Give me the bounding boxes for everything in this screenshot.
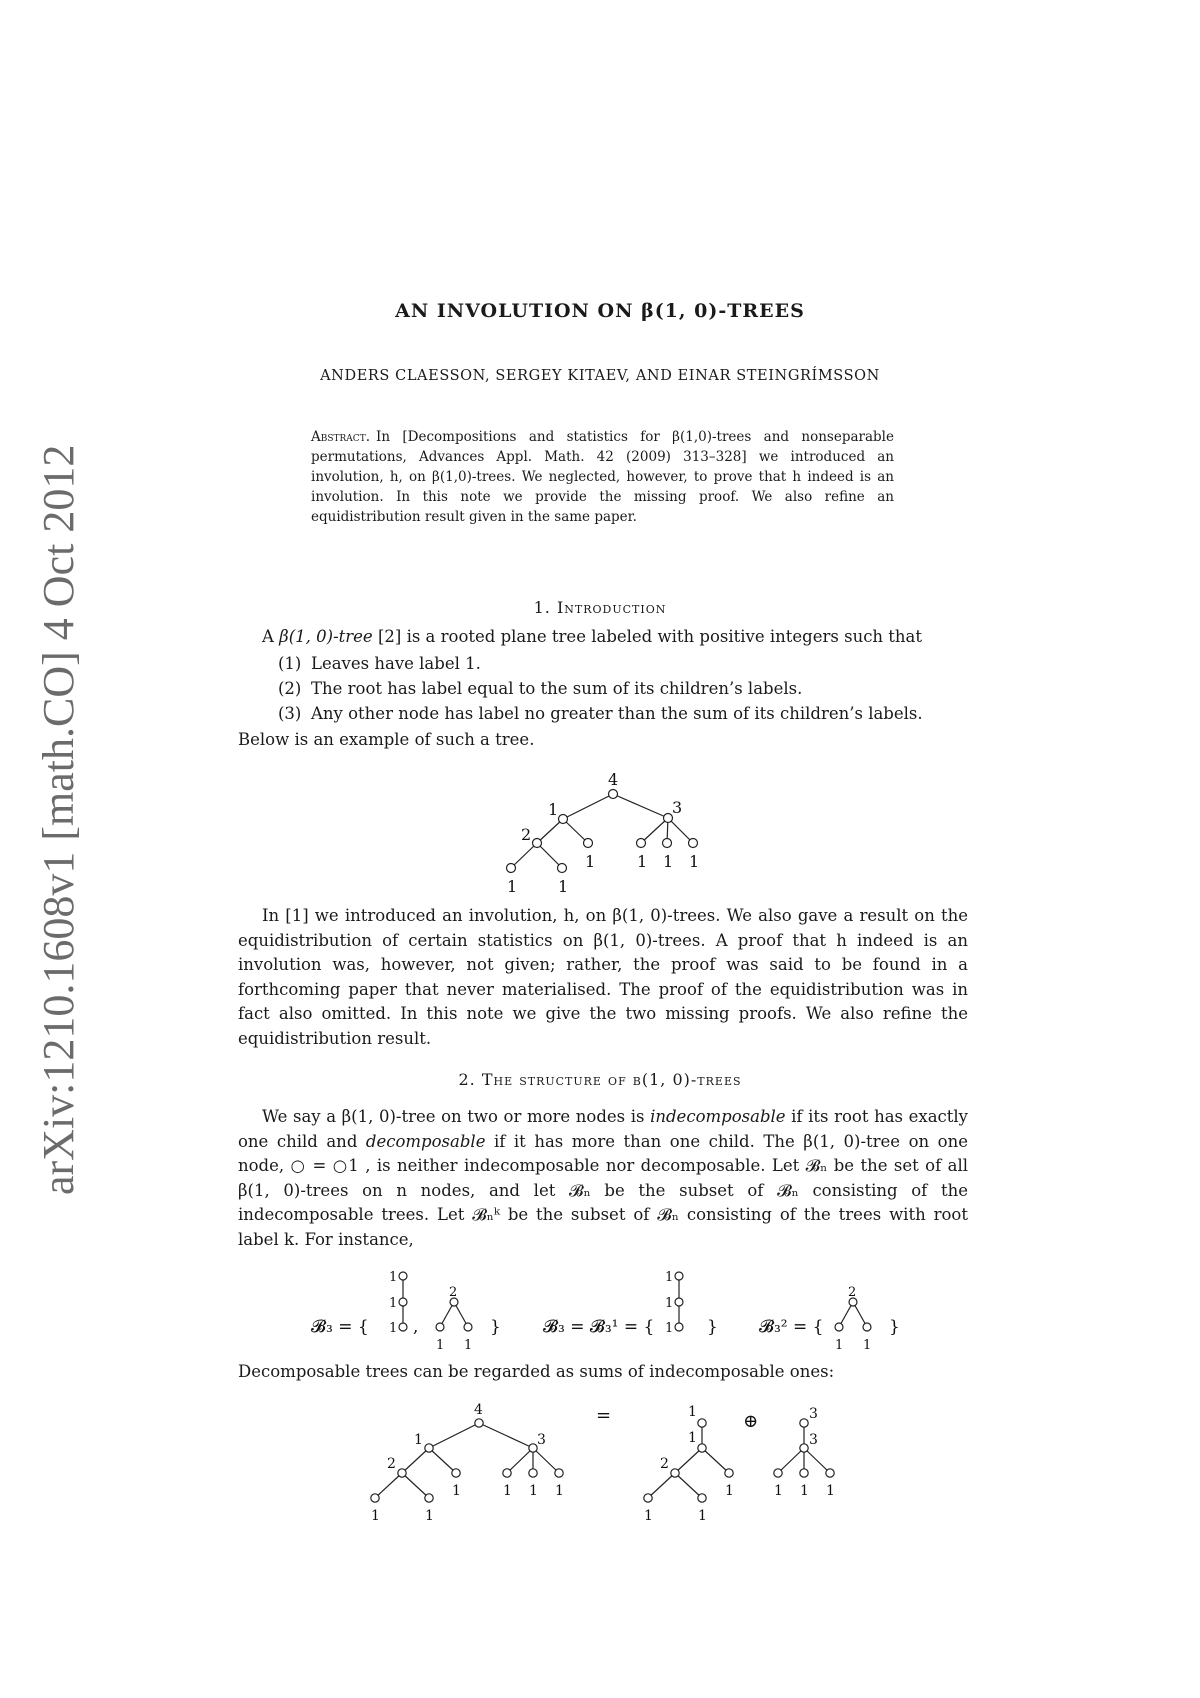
tree-label-leaf: 1 xyxy=(637,852,648,871)
tree-label-leaf: 1 xyxy=(689,852,700,871)
paper-title: AN INVOLUTION ON β(1, 0)-TREES xyxy=(395,300,805,322)
section-heading-structure: 2. The structure of β(1, 0)-trees xyxy=(458,1070,742,1089)
node-label: 1 xyxy=(644,1508,653,1524)
node-label: 1 xyxy=(665,1270,674,1285)
p1-text-b: if its root has exactly one child and xyxy=(238,1107,968,1151)
item-text: The root has label equal to the sum of its children’s labels. xyxy=(311,679,803,698)
term-decomposable: decomposable xyxy=(365,1131,486,1151)
node-label: 1 xyxy=(665,1296,674,1311)
tree-label-leaf: 1 xyxy=(507,877,518,896)
term-indecomposable: indecomposable xyxy=(650,1107,786,1126)
intro-paragraph-text: In [1] we introduced an involution, h, on β(1, 0)-trees. We also gave a result on the equidistribution of certain statistics on β(1, 0)-trees. A proof that h indeed is an involution was, however, not given; rather, the proof was said to be found in a forthcoming paper that never materialised. The proof of the equidistribution was in fact also omitted. In this note we give the two missing proofs. We also refine the equidistribution result. xyxy=(238,906,968,1048)
node-label: 1 xyxy=(665,1321,674,1336)
node-label: 1 xyxy=(698,1508,707,1524)
set-close: } xyxy=(889,1317,900,1337)
node-label: 1 xyxy=(555,1483,564,1499)
set-close: } xyxy=(707,1317,718,1337)
p1-text-a: We say a β(1, 0)-tree on two or more nodes is xyxy=(262,1107,651,1126)
item-number: (1) xyxy=(278,654,302,673)
item-number: (3) xyxy=(278,704,302,723)
node-label: 1 xyxy=(688,1404,697,1420)
node-label: 2 xyxy=(660,1456,669,1472)
item-number: (2) xyxy=(278,679,302,698)
node-label: 1 xyxy=(464,1338,473,1353)
node-label: 2 xyxy=(848,1285,857,1300)
equals-sign: = xyxy=(596,1405,612,1426)
node-label: 1 xyxy=(389,1270,398,1285)
example-intro: Below is an example of such a tree. xyxy=(238,730,535,749)
node-label: 1 xyxy=(389,1296,398,1311)
set-b3-2: 𝓑₃² = { xyxy=(759,1317,824,1337)
authors: ANDERS CLAESSON, SERGEY KITAEV, AND EINAR STEINGRÍMSSON xyxy=(320,368,880,384)
def-term: β(1, 0)-tree xyxy=(279,627,373,646)
node-label: 1 xyxy=(371,1508,380,1524)
node-label: 1 xyxy=(389,1321,398,1336)
item-text: Leaves have label 1. xyxy=(311,654,481,673)
tree-label-leftleft: 2 xyxy=(521,825,532,844)
def-text-a: A xyxy=(262,627,280,646)
set-b3: 𝓑₃ = { xyxy=(311,1317,369,1337)
node-label: 1 xyxy=(688,1430,697,1446)
node-label: 1 xyxy=(826,1483,835,1499)
node-label: 1 xyxy=(800,1483,809,1499)
abstract-lead: Abstract. xyxy=(311,429,370,445)
decomposition-intro: Decomposable trees can be regarded as sums of indecomposable ones: xyxy=(238,1362,835,1381)
node-label: 1 xyxy=(452,1483,461,1499)
node-label: 1 xyxy=(425,1508,434,1524)
set-comma: , xyxy=(413,1317,419,1337)
oplus-sign: ⊕ xyxy=(743,1411,759,1432)
node-label: 1 xyxy=(835,1338,844,1353)
tree-label-leaf: 1 xyxy=(585,852,596,871)
node-label: 1 xyxy=(503,1483,512,1499)
node-label: 1 xyxy=(725,1483,734,1499)
def-text-b: [2] is a rooted plane tree labeled with positive integers such that xyxy=(372,627,923,646)
node-label: 1 xyxy=(529,1483,538,1499)
node-label: 1 xyxy=(863,1338,872,1353)
tree-label-leaf: 1 xyxy=(558,877,569,896)
intro-paragraph xyxy=(238,904,968,1051)
structure-paragraph xyxy=(238,1105,968,1252)
node-label: 4 xyxy=(474,1402,483,1418)
tree-label-left: 1 xyxy=(548,800,559,819)
node-label: 3 xyxy=(537,1432,546,1448)
p1-text-c: if it has more than one child. The β(1, 0)-tree on one node, ○ = ○1 , is neither indecomposable nor decomposable. Let 𝓑ₙ be the set of all β(1, 0)-trees on n nodes, and let 𝓑ₙ be the subset of 𝓑ₙ consisting of the indecomposable trees. Let 𝓑ₙᵏ be the subset of 𝓑ₙ consisting of the trees with root label k. For instance, xyxy=(238,1131,968,1249)
node-label: 2 xyxy=(449,1285,458,1300)
tree-label-root: 4 xyxy=(608,770,619,789)
item-text: Any other node has label no greater than the sum of its children’s labels. xyxy=(311,704,923,723)
tree-label-leaf: 1 xyxy=(663,852,674,871)
node-label: 3 xyxy=(809,1432,818,1448)
node-label: 1 xyxy=(436,1338,445,1353)
decomposition-figure xyxy=(371,1419,834,1502)
set-close: } xyxy=(490,1317,501,1337)
abstract-text: In [Decompositions and statistics for β(1,0)-trees and nonseparable permutations, Advances Appl. Math. 42 (2009) 313–328] we introduced an involution, h, on β(1,0)-trees. We neglected, however, to prove that h indeed is an involution. In this note we provide the missing proof. We also refine an equidistribution result given in the same paper. xyxy=(311,429,894,525)
tree-label-right: 3 xyxy=(672,798,683,817)
set-b3-indecomp: 𝓑₃ = 𝓑₃¹ = { xyxy=(543,1317,655,1337)
section-heading-introduction: 1. Introduction xyxy=(533,598,667,617)
node-label: 1 xyxy=(414,1432,423,1448)
node-label: 3 xyxy=(809,1406,818,1422)
node-label: 1 xyxy=(774,1483,783,1499)
node-label: 2 xyxy=(387,1456,396,1472)
